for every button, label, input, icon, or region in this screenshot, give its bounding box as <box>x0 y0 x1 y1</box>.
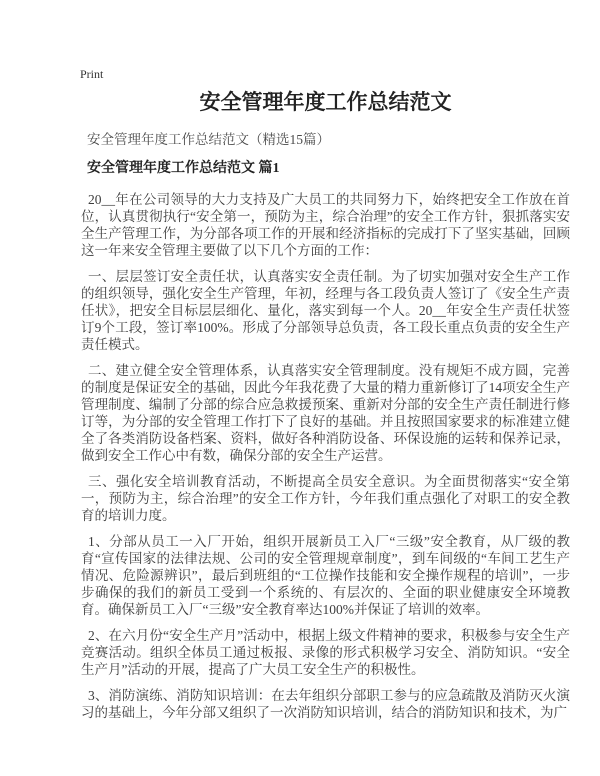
document-title: 安全管理年度工作总结范文 <box>199 90 452 114</box>
body-paragraph-4: 三、强化安全培训教育活动，不断提高全员安全意识。为全面贯彻落实“安全第一，预防为主，综合治理”的安全工作方针，今年我们重点强化了对职工的安全教育的培训力度。 <box>81 474 570 523</box>
document-content <box>81 88 570 730</box>
body-paragraph-2: 一、层层签订安全责任状，认真落实安全责任制。为了切实加强对安全生产工作的组织领导，强化安全生产管理，年初，经理与各工段负责人签订了《安全生产责任状》，把安全目标层层细化、量化，落实到每一个人。20__年安全生产责任状签订9个工段，签订率100%。形成了分部领导总负责，各工段长重点负责的安全生产责任模式。 <box>81 269 570 352</box>
print-button[interactable]: Print <box>80 67 104 81</box>
section-heading: 安全管理年度工作总结范文 篇1 <box>87 161 280 176</box>
body-paragraph-7: 3、消防演练、消防知识培训：在去年组织分部职工参与的应急疏散及消防灭火演习的基础上，今年分部又组织了一次消防知识培训，结合的消防知识和技术，为广 <box>81 688 570 720</box>
document-subtitle: 安全管理年度工作总结范文（精选15篇） <box>87 132 330 147</box>
body-paragraph-1: 20__年在公司领导的大力支持及广大员工的共同努力下，始终把安全工作放在首位，认真贯彻执行“安全第一，预防为主，综合治理”的安全工作方针，狠抓落实安全生产管理工作，为分部各项工作的开展和经济指标的完成打下了坚实基础，回顾这一年来安全管理主要做了以下几个方面的工作： <box>81 192 570 258</box>
body-paragraph-5: 1、分部从员工一入厂开始，组织开展新员工入厂“三级”安全教育，从厂级的教育“宣传国家的法律法规、公司的安全管理规章制度”，到车间级的“车间工艺生产情况、危险源辨识”，最后到班组的“工位操作技能和安全操作规程的培训”，一步步确保的我们的新员工受到一个系统的、有层次的、全面的职业健康安全环境教育。确保新员工入厂“三级”安全教育率达100%并保证了培训的效率。 <box>81 534 570 617</box>
body-paragraph-3: 二、建立健全安全管理体系，认真落实安全管理制度。没有规矩不成方圆，完善的制度是保证安全的基础，因此今年我花费了大量的精力重新修订了14项安全生产管理制度、编制了分部的综合应急救援预案、重新对分部的安全生产责任制进行修订等，为分部的安全管理工作打下了良好的基础。并且按照国家要求的标准建立健全了各类消防设备档案、资料，做好各种消防设备、环保设施的运转和保养记录，做到安全工作心中有数，确保分部的安全生产运营。 <box>81 363 570 463</box>
body-paragraph-6: 2、在六月份“安全生产月”活动中，根据上级文件精神的要求，积极参与安全生产竞赛活动。组织全体员工通过板报、录像的形式积极学习安全、消防知识。“安全生产月”活动的开展，提高了广大员工安全生产的积极性。 <box>81 628 570 677</box>
